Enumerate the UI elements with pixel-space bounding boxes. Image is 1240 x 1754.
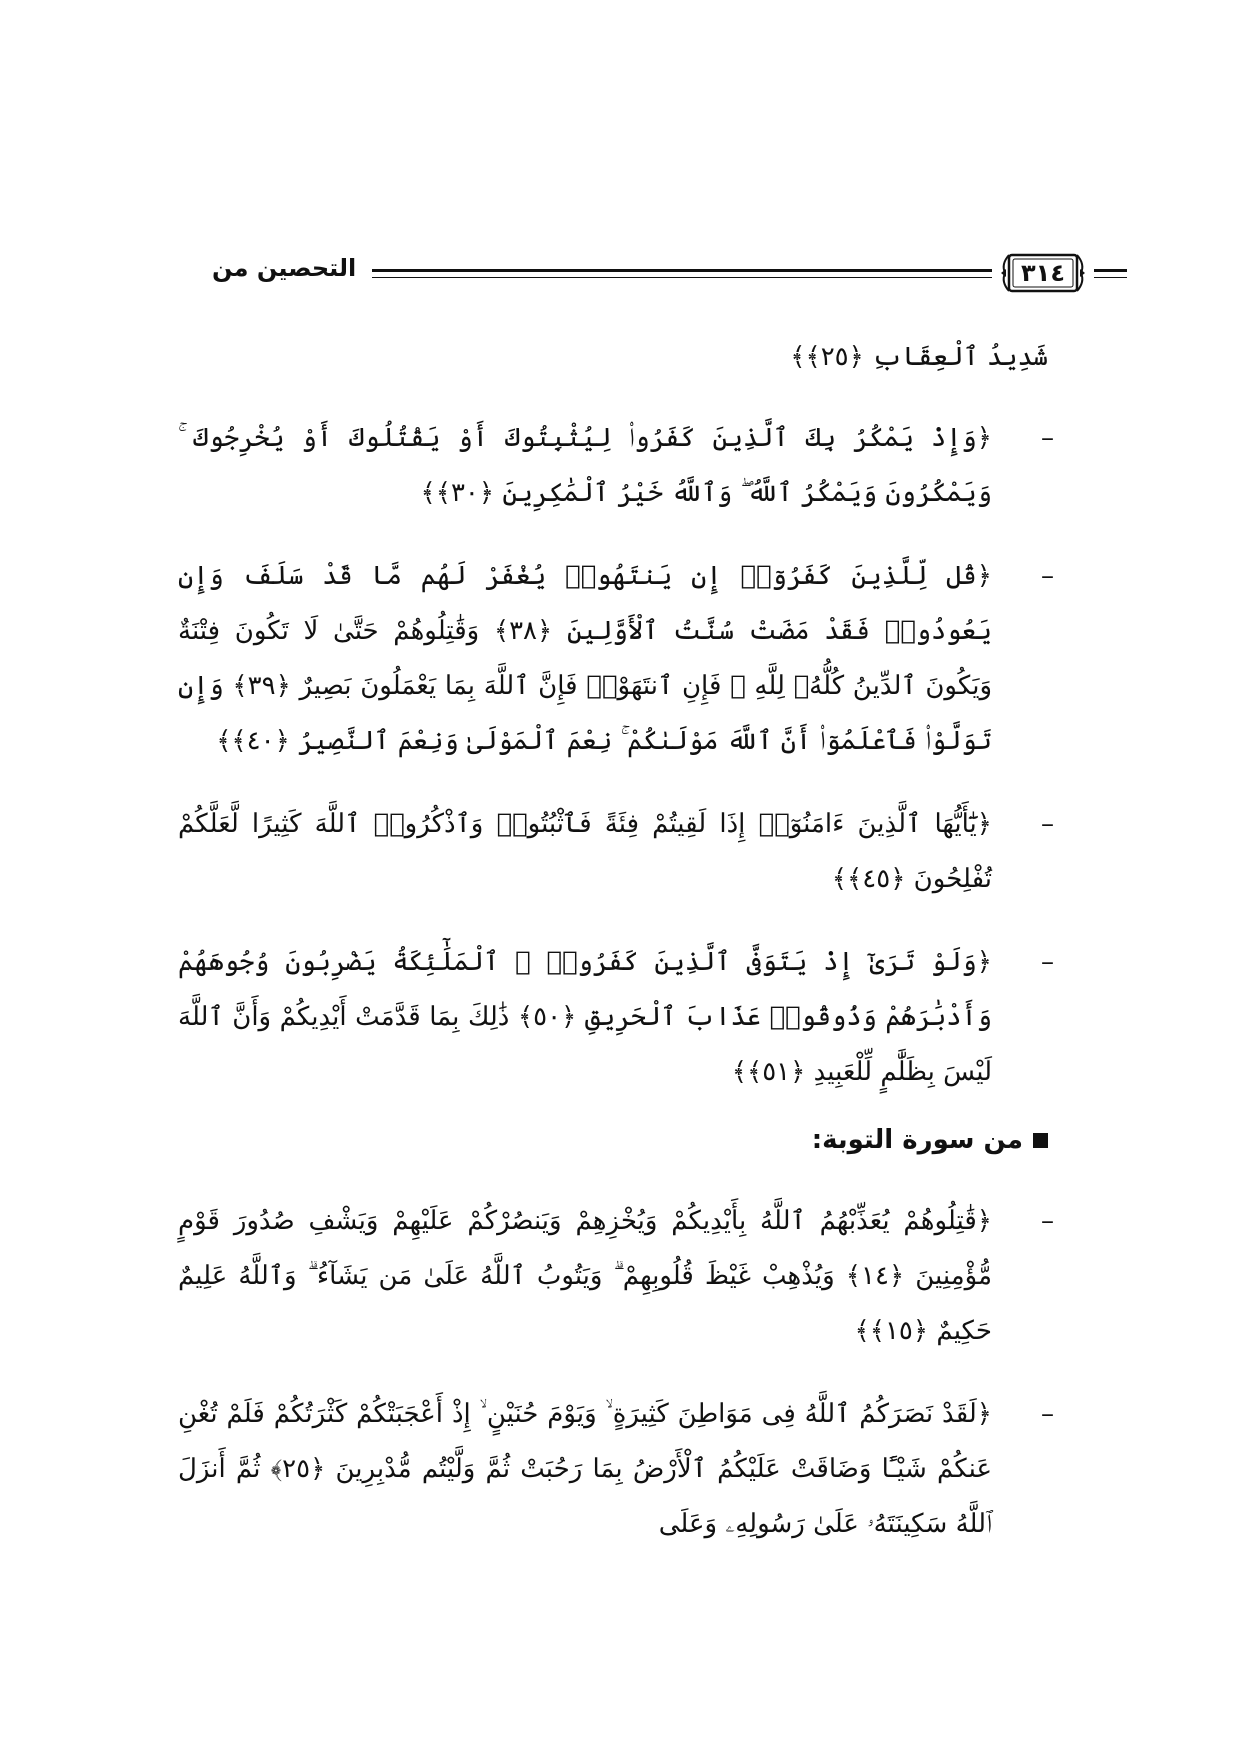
list-dash: – — [1041, 947, 1054, 977]
list-dash: – — [1041, 809, 1054, 839]
list-dash: – — [1041, 423, 1054, 453]
list-dash: – — [1041, 561, 1054, 591]
verse-text: ﴿يَٰٓأَيُّهَا ٱلَّذِينَ ءَامَنُوٓا۟ إِذَا لَقِيتُمْ فِئَةً فَٱثْبُتُوا۟ وَٱذْكُرُوا۟ ٱللَّهَ كَثِيرًا لَّعَلَّكُمْ تُفْلِحُونَ ﴿٤٥﴾﴾ — [178, 809, 992, 894]
list-dash: – — [1041, 1399, 1054, 1429]
header-rule-left — [372, 269, 992, 278]
page-header — [212, 252, 1065, 296]
verse-text: شَدِيدُ ٱلْعِقَابِ ﴿٢٥﴾﴾ — [790, 342, 1048, 372]
list-dash: – — [1041, 1206, 1054, 1236]
verse-text: ﴿لَقَدْ نَصَرَكُمُ ٱللَّهُ فِى مَوَاطِنَ كَثِيرَةٍ ۙ وَيَوْمَ حُنَيْنٍ ۙ إِذْ أَعْجَبَتْكُمْ كَثْرَتُكُمْ فَلَمْ تُغْنِ عَنكُمْ شَيْـًٔا وَضَاقَتْ عَلَيْكُمُ ٱلْأَرْضُ بِمَا رَحُبَتْ ثُمَّ وَلَّيْتُم مُّدْبِرِينَ ﴿٢٥﴾ ثُمَّ أَنزَلَ ٱللَّهُ سَكِينَتَهُۥ عَلَىٰ رَسُولِهِۦ وَعَلَى — [178, 1399, 992, 1539]
section-heading-text: من سورة التوبة: — [811, 1125, 1023, 1155]
section-heading — [178, 1120, 1048, 1160]
list-item — [178, 935, 1054, 1100]
square-bullet-icon — [1033, 1133, 1048, 1148]
verse-text: ﴿قُل لِّلَّذِينَ كَفَرُوٓا۟ إِن يَنتَهُوا۟ يُغْفَرْ لَهُم مَّا قَدْ سَلَفَ وَإِن يَعُودُوا۟ فَقَدْ مَضَتْ سُنَّتُ ٱلْأَوَّلِينَ ﴿٣٨﴾ وَقَٰتِلُوهُمْ حَتَّىٰ لَا تَكُونَ فِتْنَةٌ وَيَكُونَ ٱلدِّينُ كُلُّهُۥ لِلَّهِ ۚ فَإِنِ ٱنتَهَوْا۟ فَإِنَّ ٱللَّهَ بِمَا يَعْمَلُونَ بَصِيرٌ ﴿٣٩﴾ وَإِن تَوَلَّوْا۟ فَٱعْلَمُوٓا۟ أَنَّ ٱللَّهَ مَوْلَىٰكُمْ ۚ نِعْمَ ٱلْمَوْلَىٰ وَنِعْمَ ٱلنَّصِيرُ ﴿٤٠﴾﴾ — [178, 561, 993, 756]
book-title: التحصين من — [212, 254, 357, 282]
page-number-frame — [997, 252, 1089, 294]
page-body — [178, 330, 1054, 1580]
list-item — [178, 1194, 1054, 1359]
page-number: ٣١٤ — [1021, 259, 1065, 287]
verse-text: ﴿وَلَوْ تَرَىٰٓ إِذْ يَتَوَفَّى ٱلَّذِينَ كَفَرُوا۟ ۙ ٱلْمَلَٰٓئِكَةُ يَضْرِبُونَ وُجُوهَهُمْ وَأَدْبَٰرَهُمْ وَذُوقُوا۟ عَذَابَ ٱلْحَرِيقِ ﴿٥٠﴾ ذَٰلِكَ بِمَا قَدَّمَتْ أَيْدِيكُمْ وَأَنَّ ٱللَّهَ لَيْسَ بِظَلَّٰمٍ لِّلْعَبِيدِ ﴿٥١﴾﴾ — [178, 947, 993, 1087]
verse-continuation — [178, 330, 1048, 385]
verse-text: ﴿قَٰتِلُوهُمْ يُعَذِّبْهُمُ ٱللَّهُ بِأَيْدِيكُمْ وَيُخْزِهِمْ وَيَنصُرْكُمْ عَلَيْهِمْ وَيَشْفِ صُدُورَ قَوْمٍ مُّؤْمِنِينَ ﴿١٤﴾ وَيُذْهِبْ غَيْظَ قُلُوبِهِمْ ۗ وَيَتُوبُ ٱللَّهُ عَلَىٰ مَن يَشَآءُ ۗ وَٱللَّهُ عَلِيمٌ حَكِيمٌ ﴿١٥﴾﴾ — [178, 1206, 992, 1346]
list-item — [178, 549, 1054, 769]
header-rule-right — [1094, 269, 1127, 278]
list-item — [178, 411, 1054, 521]
list-item — [178, 1387, 1054, 1552]
list-item — [178, 797, 1054, 907]
verse-text: ﴿وَإِذْ يَمْكُرُ بِكَ ٱلَّذِينَ كَفَرُوا۟ لِيُثْبِتُوكَ أَوْ يَقْتُلُوكَ أَوْ يُخْرِجُوكَ ۚ وَيَمْكُرُونَ وَيَمْكُرُ ٱللَّهُ ۖ وَٱللَّهُ خَيْرُ ٱلْمَٰكِرِينَ ﴿٣٠﴾﴾ — [178, 423, 992, 508]
